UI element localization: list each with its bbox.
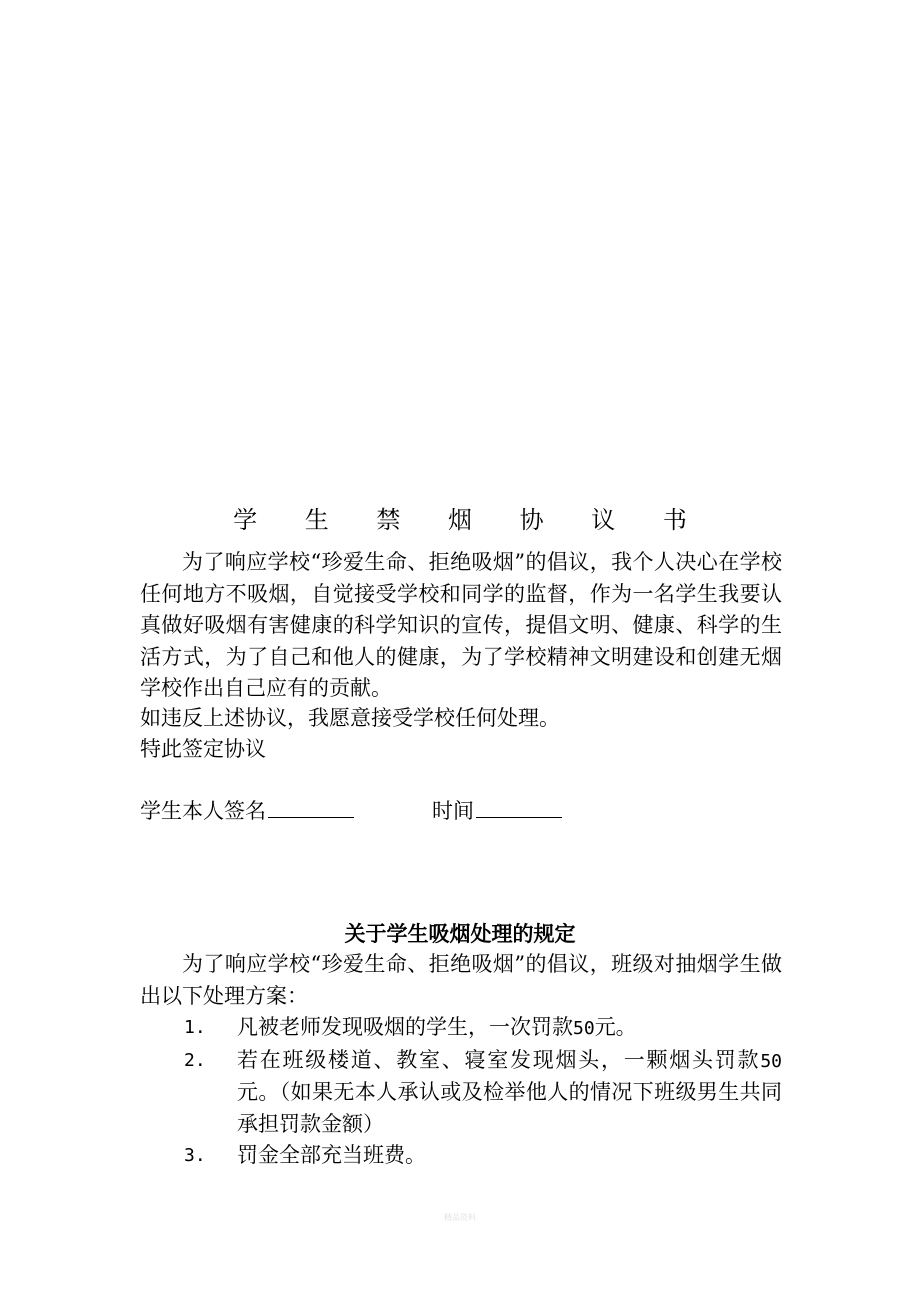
violation-statement: 如违反上述协议，我愿意接受学校任何处理。 [140,706,560,730]
signature-field [140,796,354,828]
list-item-text: 凡被老师发现吸烟的学生，一次罚款 [237,1015,573,1039]
list-item-number: 2. [184,1049,206,1071]
regulation-title: 关于学生吸烟处理的规定 [344,921,576,946]
list-item-text: 若在班级楼道、教室、寝室发现烟头，一颗烟头罚款 [237,1047,761,1072]
list-item-number: 1. [184,1017,206,1038]
list-item [140,1045,782,1141]
list-item-text-after: 元。（如果无本人承认或及检举他人的情况下班级男生共同承担罚款金额） [237,1080,782,1136]
agreement-title: 学 生 禁 烟 协 议 书 [233,506,707,534]
fine-amount: 50 [760,1050,782,1072]
regulation-intro: 为了响应学校“珍爱生命、拒绝吸烟”的倡议，班级对抽烟学生做出以下处理方案： [140,952,782,1008]
list-item-text-after: 元。 [594,1015,637,1039]
list-item [140,1140,782,1172]
time-label: 时间 [432,799,474,823]
fine-amount: 50 [573,1018,595,1039]
signature-blank [268,797,354,818]
regulation-list [140,1012,782,1172]
agreement-body: 为了响应学校“珍爱生命、拒绝吸烟”的倡议，我个人决心在学校任何地方不吸烟，自觉接受学校和同学的监督，作为一名学生我要认真做好吸烟有害健康的科学知识的宣传，提倡文明、健康、科学的生活方式，为了自己和他人的健康，为了学校精神文明建设和创建无烟学校作出自己应有的贡献。 [140,550,782,700]
list-item-text: 罚金全部充当班费。 [237,1143,426,1167]
footer-watermark: 精品资料 [444,1213,476,1222]
hereby-statement: 特此签定协议 [140,737,266,761]
list-item [140,1012,782,1045]
time-blank [476,797,562,818]
list-item-number: 3. [184,1145,206,1166]
signature-label: 学生本人签名 [140,799,266,823]
time-field [432,796,562,828]
